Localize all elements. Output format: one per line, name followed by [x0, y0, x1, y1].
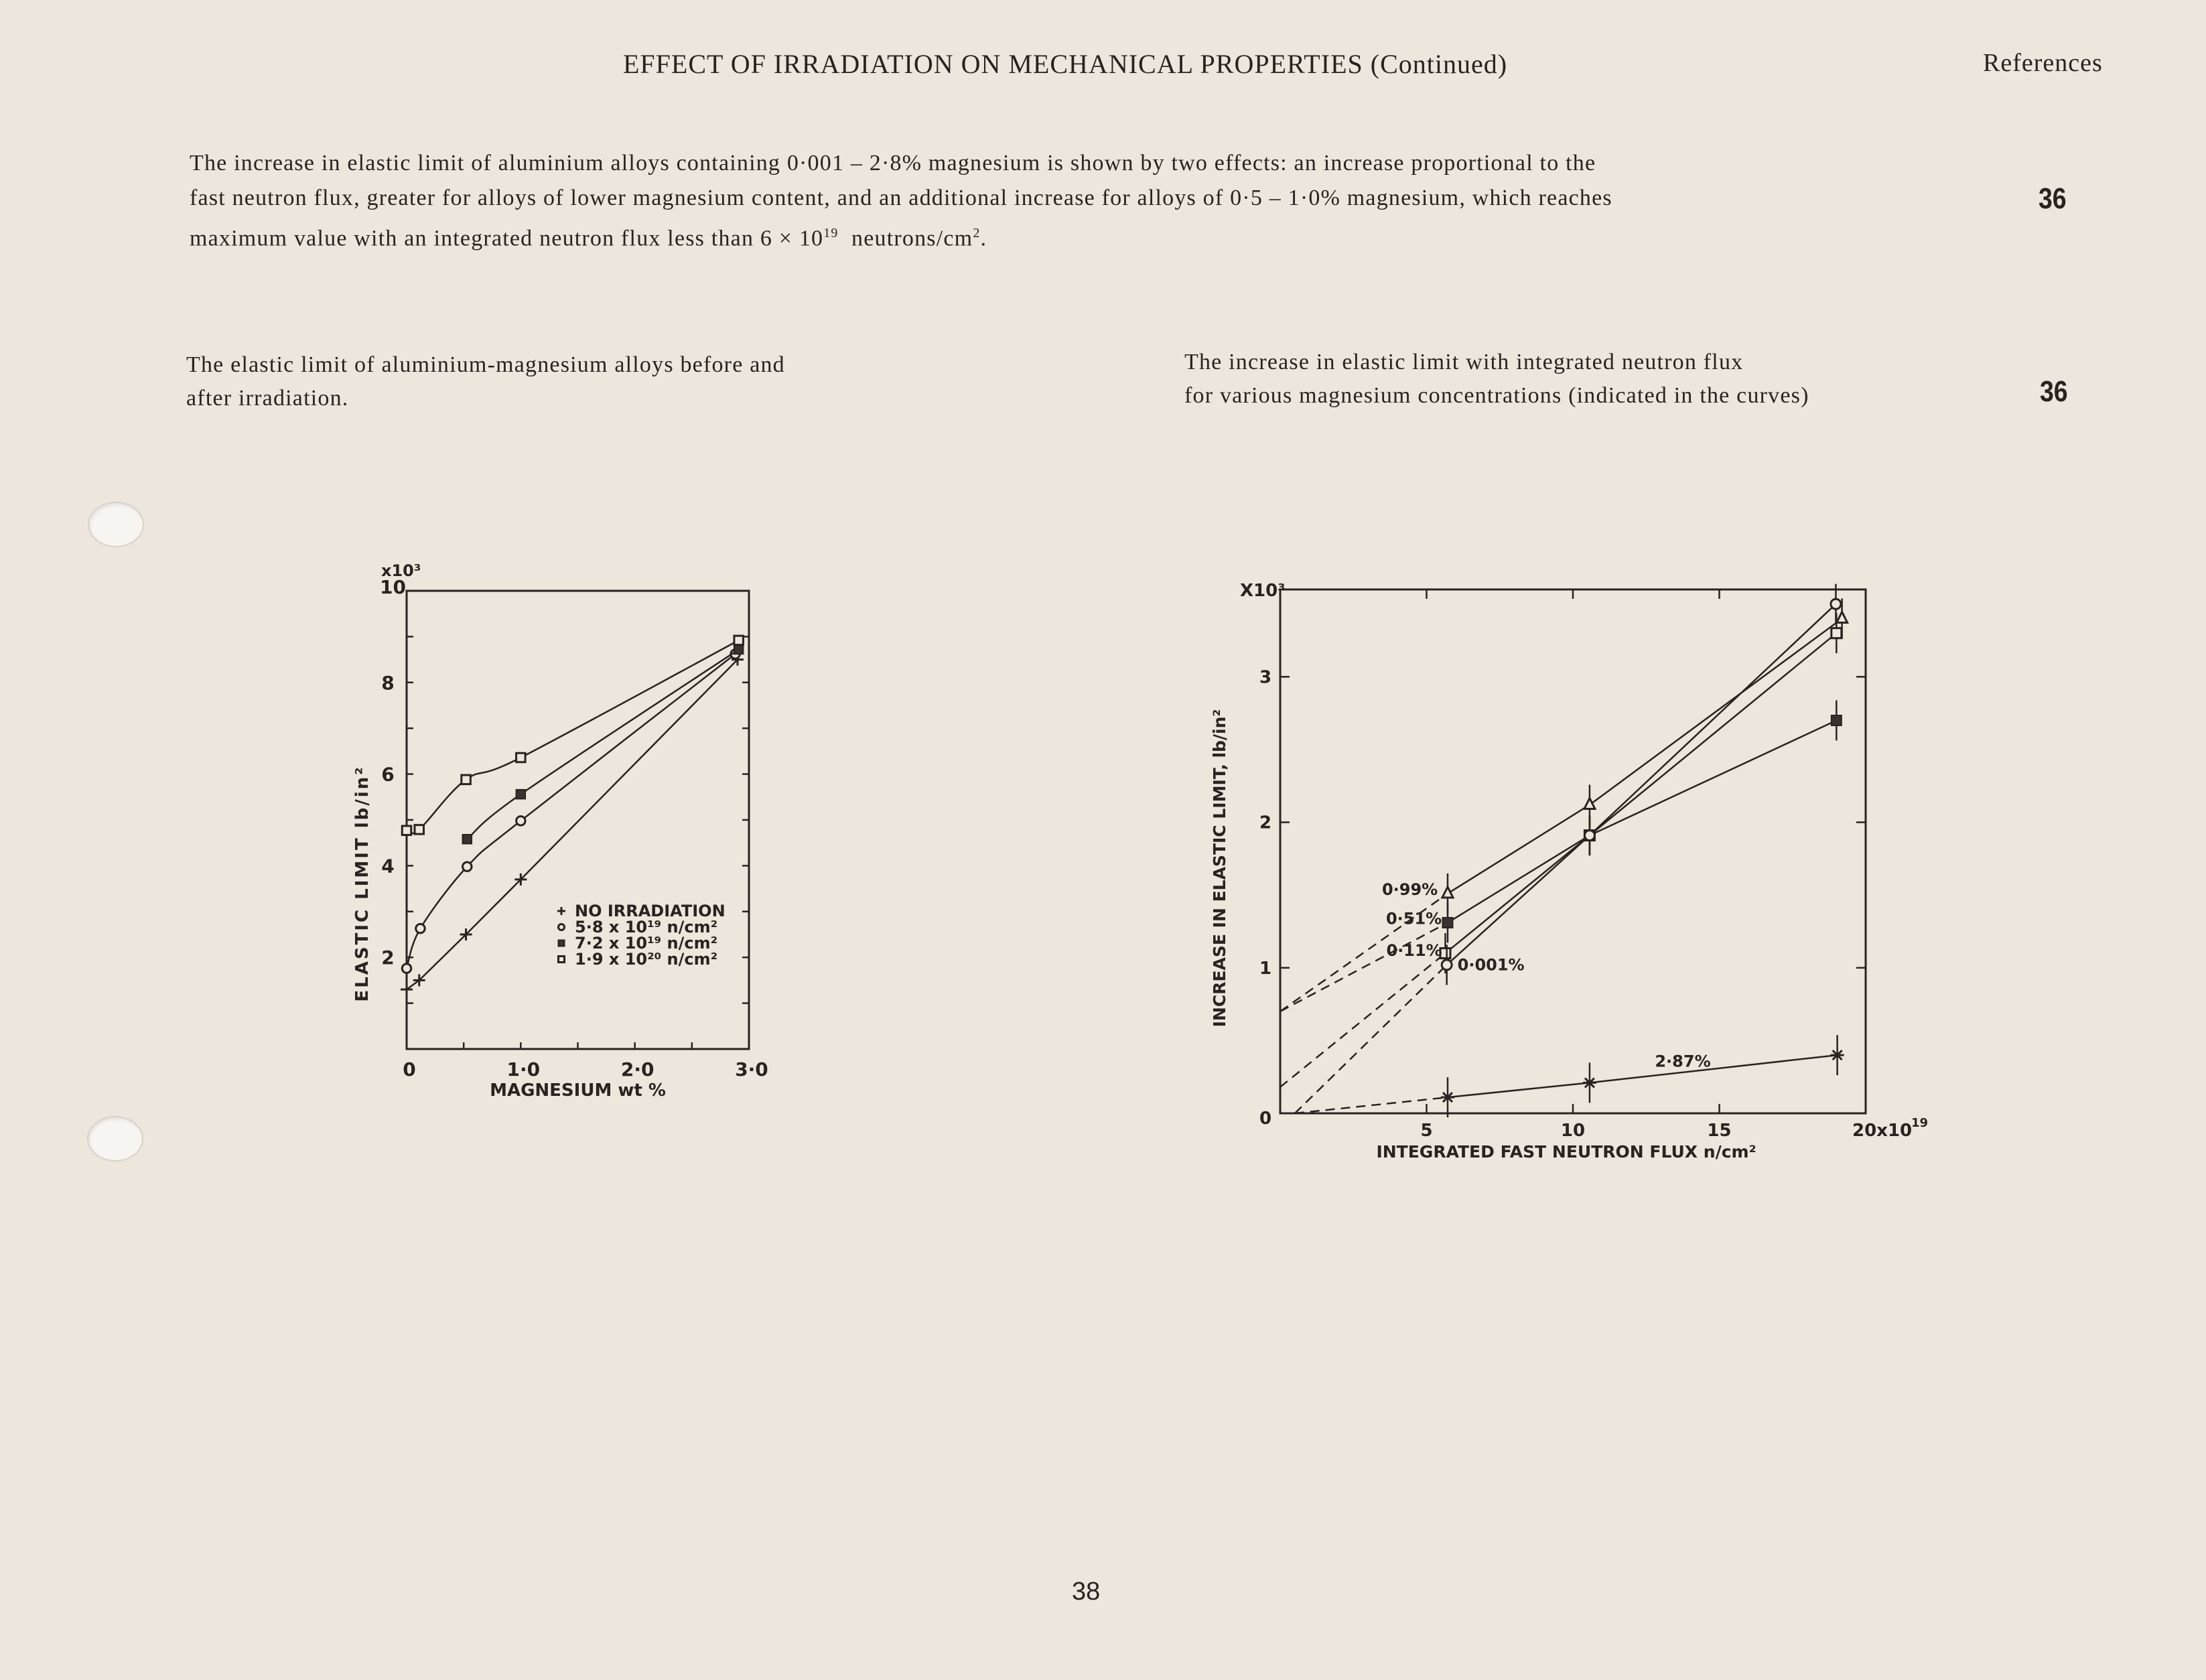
chart1-y-axis-label: ELASTIC LIMIT lb/in² — [352, 765, 372, 1002]
chart-elastic-limit-vs-magnesium — [352, 561, 768, 1101]
chart1-y-multiplier: x10³ — [381, 561, 421, 580]
left-caption-line-1: The elastic limit of aluminium-magnesium alloys before and — [186, 352, 785, 377]
chart2-curve-label-3: 0·001% — [1457, 955, 1525, 975]
intro-reference-number: 36 — [2039, 182, 2067, 215]
page-header-title: EFFECT OF IRRADIATION ON MECHANICAL PROPERTIES (Continued) — [622, 49, 1508, 79]
chart1-frame — [407, 591, 749, 1049]
chart1-data-point-1 — [402, 964, 411, 973]
chart2-data-point-1 — [1832, 715, 1842, 725]
chart1-data-point-2 — [734, 645, 744, 654]
chart1-y-tick-label: 2 — [381, 947, 395, 969]
chart2-data-point-3 — [1442, 960, 1452, 970]
chart2-y-tick-label: 0 — [1259, 1109, 1272, 1129]
chart1-data-point-1 — [416, 924, 425, 933]
chart1-legend-marker-2 — [559, 940, 565, 947]
right-caption-reference-number: 36 — [2040, 375, 2068, 408]
left-caption-line-2: after irradiation. — [186, 386, 349, 411]
intro-unit: neutrons/cm — [838, 226, 973, 251]
chart2-data-point-0 — [1837, 612, 1848, 622]
chart2-x-tick-label: 10 — [1560, 1121, 1586, 1141]
chart2-series-line-2 — [1445, 633, 1836, 953]
chart1-data-point-1 — [516, 817, 526, 826]
chart1-y-tick-label: 8 — [381, 671, 395, 694]
intro-line-3-text: maximum value with an integrated neutron flux less than 6 × 10 — [190, 226, 824, 251]
chart1-data-point-2 — [516, 790, 526, 799]
chart1-x-tick-label: 2·0 — [620, 1058, 654, 1080]
chart2-curve-label-2: 0·11% — [1386, 941, 1442, 961]
chart1-data-point-3 — [462, 775, 471, 784]
chart2-extrapolation-2 — [1280, 953, 1445, 1087]
intro-exponent: 19 — [823, 226, 839, 240]
chart1-data-point-0 — [401, 983, 413, 995]
chart2-series-line-0 — [1448, 618, 1842, 894]
chart2-curve-label-1: 0·51% — [1385, 909, 1442, 928]
chart1-data-point-1 — [463, 862, 472, 871]
chart2-y-tick-label: 1 — [1259, 958, 1272, 979]
chart2-data-point-3 — [1831, 599, 1841, 609]
chart2-x-tick-label: 5 — [1420, 1121, 1433, 1141]
chart2-data-point-0 — [1442, 887, 1453, 898]
chart2-y-tick-label: 3 — [1259, 667, 1272, 688]
chart2-data-point-3 — [1584, 831, 1594, 841]
chart2-data-point-0 — [1584, 798, 1595, 809]
chart2-extrapolation-4 — [1295, 1097, 1448, 1113]
chart1-data-point-3 — [402, 826, 411, 835]
chart1-legend-marker-1 — [559, 924, 565, 930]
chart-increase-vs-neutron-flux — [1210, 581, 1928, 1162]
chart2-series-line-3 — [1447, 604, 1836, 965]
chart1-legend-label-0: NO IRRADIATION — [575, 902, 726, 920]
chart2-curve-label-4: 2·87% — [1655, 1052, 1711, 1071]
chart2-extrapolation-3 — [1295, 965, 1447, 1113]
intro-period: . — [980, 226, 987, 251]
chart2-x-axis-label: INTEGRATED FAST NEUTRON FLUX n/cm² — [1376, 1142, 1756, 1162]
intro-unit-exponent: 2 — [973, 226, 981, 240]
chart1-data-point-3 — [516, 753, 526, 762]
chart1-x-tick-label: 1·0 — [506, 1058, 541, 1080]
chart1-legend-label-1: 5·8 x 10¹⁹ n/cm² — [575, 918, 718, 936]
chart2-series-line-4 — [1448, 1055, 1838, 1097]
chart1-y-tick-label: 10 — [380, 576, 406, 598]
chart1-data-point-3 — [734, 636, 744, 645]
chart1-series-line-2 — [467, 650, 738, 839]
chart2-data-point-2 — [1832, 628, 1842, 638]
chart1-legend-marker-3 — [559, 957, 565, 963]
chart1-legend-label-3: 1·9 x 10²⁰ n/cm² — [575, 950, 718, 969]
chart2-y-axis-label: INCREASE IN ELASTIC LIMIT, lb/in² — [1210, 709, 1229, 1028]
chart1-data-point-2 — [463, 835, 472, 844]
chart2-curve-label-0: 0·99% — [1381, 880, 1438, 899]
chart1-x-tick-label: 3·0 — [735, 1058, 768, 1080]
chart2-x-tick-superscript: 19 — [1911, 1116, 1929, 1130]
chart2-series-line-1 — [1448, 721, 1836, 923]
chart1-x-tick-label: 0 — [403, 1058, 416, 1080]
chart1-series-line-3 — [407, 640, 739, 833]
page-number: 38 — [1072, 1578, 1101, 1606]
chart1-y-tick-label: 6 — [381, 763, 395, 786]
chart2-x-tick-label: 15 — [1707, 1121, 1732, 1141]
chart1-data-point-3 — [415, 825, 424, 835]
references-label: References — [1983, 49, 2103, 77]
chart1-legend-marker-0 — [557, 907, 565, 915]
chart2-extrapolation-1 — [1280, 922, 1448, 1011]
chart1-x-axis-label: MAGNESIUM wt % — [490, 1080, 666, 1101]
chart2-data-point-1 — [1442, 918, 1452, 928]
chart2-y-multiplier: X10³ — [1240, 581, 1286, 601]
chart1-legend-label-2: 7·2 x 10¹⁹ n/cm² — [575, 934, 718, 953]
chart1-y-tick-label: 4 — [381, 855, 395, 878]
intro-line-2: fast neutron flux, greater for alloys of lower magnesium content, and an additional increase for alloys of 0·5 – 1·0% magnesium, which reaches — [190, 186, 1612, 210]
right-caption-line-1: The increase in elastic limit with integrated neutron flux — [1184, 350, 1744, 374]
intro-line-1: The increase in elastic limit of aluminium alloys containing 0·001 – 2·8% magnesium is shown by two effects: an increase proportional to the — [190, 151, 1596, 176]
chart2-x-tick-label: 20x10 — [1852, 1121, 1913, 1141]
right-caption-line-2: for various magnesium concentrations (indicated in the curves) — [1184, 383, 1809, 408]
chart2-y-tick-label: 2 — [1259, 813, 1272, 833]
